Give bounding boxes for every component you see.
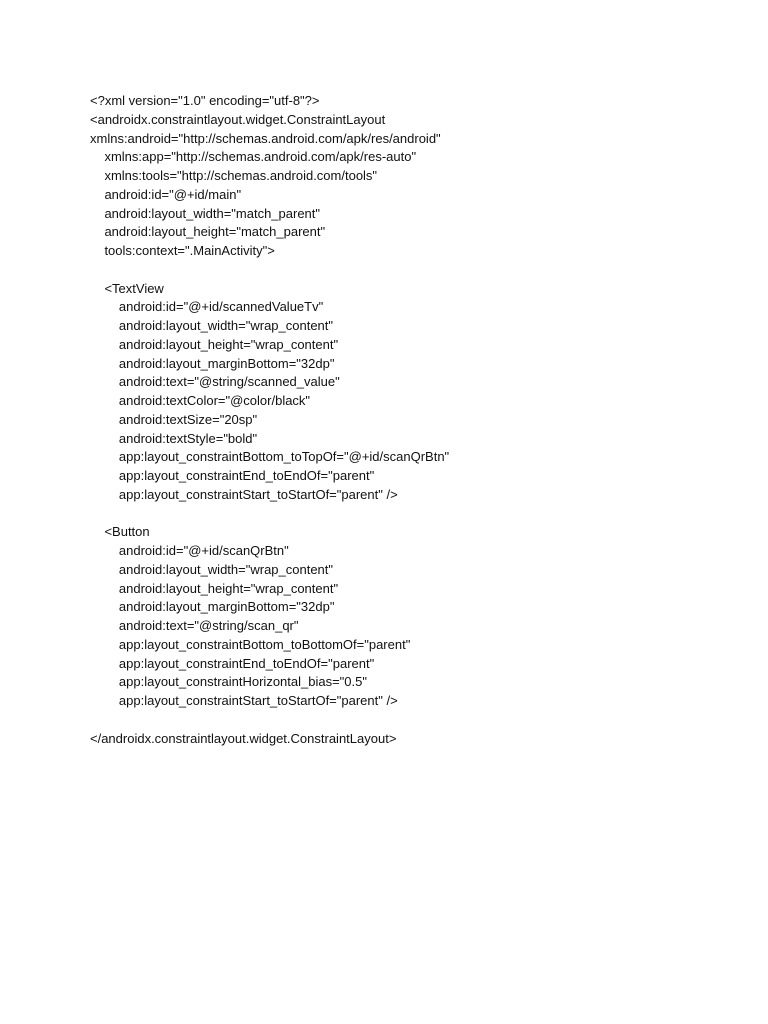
code-line: app:layout_constraintHorizontal_bias="0.5" <box>90 674 367 690</box>
code-line: android:textSize="20sp" <box>90 411 258 427</box>
code-line: tools:context=".MainActivity"> <box>90 243 275 258</box>
code-line: android:layout_width="wrap_content" <box>90 318 334 333</box>
code-line: android:text="@string/scanned_value" <box>90 374 340 390</box>
code-line: android:id="@+id/scannedValueTv" <box>90 299 324 315</box>
code-line: android:layout_height="match_parent" <box>90 224 326 240</box>
code-line: app:layout_constraintStart_toStartOf="parent" /> <box>90 486 398 502</box>
code-line: app:layout_constraintBottom_toBottomOf="parent" <box>90 636 411 652</box>
code-line: android:id="@+id/main" <box>90 186 242 202</box>
code-line: xmlns:app="http://schemas.android.com/apk/res-auto" <box>90 149 417 165</box>
code-line: android:layout_width="match_parent" <box>90 205 321 221</box>
code-line: android:layout_width="wrap_content" <box>90 561 334 577</box>
code-line: <TextView <box>90 280 164 296</box>
code-line: android:layout_height="wrap_content" <box>90 580 339 596</box>
code-line: android:text="@string/scan_qr" <box>90 618 299 633</box>
code-line: app:layout_constraintBottom_toTopOf="@+id/scanQrBtn" <box>90 449 450 465</box>
code-line: <Button <box>90 524 150 540</box>
code-line: <?xml version="1.0" encoding="utf-8"?> <box>90 93 320 108</box>
code-line: xmlns:android="http://schemas.android.com/apk/res/android" <box>90 130 441 146</box>
blank-line <box>90 505 449 524</box>
xml-code-block <box>90 92 449 748</box>
code-line: android:textStyle="bold" <box>90 430 258 446</box>
code-line: app:layout_constraintEnd_toEndOf="parent" <box>90 468 375 483</box>
code-line: android:textColor="@color/black" <box>90 393 311 408</box>
code-line: </androidx.constraintlayout.widget.ConstraintLayout> <box>90 730 397 746</box>
code-line: <androidx.constraintlayout.widget.ConstraintLayout <box>90 111 386 127</box>
blank-line <box>90 261 449 280</box>
code-line: android:id="@+id/scanQrBtn" <box>90 543 289 558</box>
code-line: app:layout_constraintEnd_toEndOf="parent" <box>90 655 375 671</box>
code-line: android:layout_marginBottom="32dp" <box>90 599 335 615</box>
code-line: xmlns:tools="http://schemas.android.com/tools" <box>90 168 378 183</box>
blank-line <box>90 711 449 730</box>
code-line: android:layout_marginBottom="32dp" <box>90 355 335 371</box>
code-line: android:layout_height="wrap_content" <box>90 336 339 352</box>
code-line: app:layout_constraintStart_toStartOf="parent" /> <box>90 693 398 708</box>
